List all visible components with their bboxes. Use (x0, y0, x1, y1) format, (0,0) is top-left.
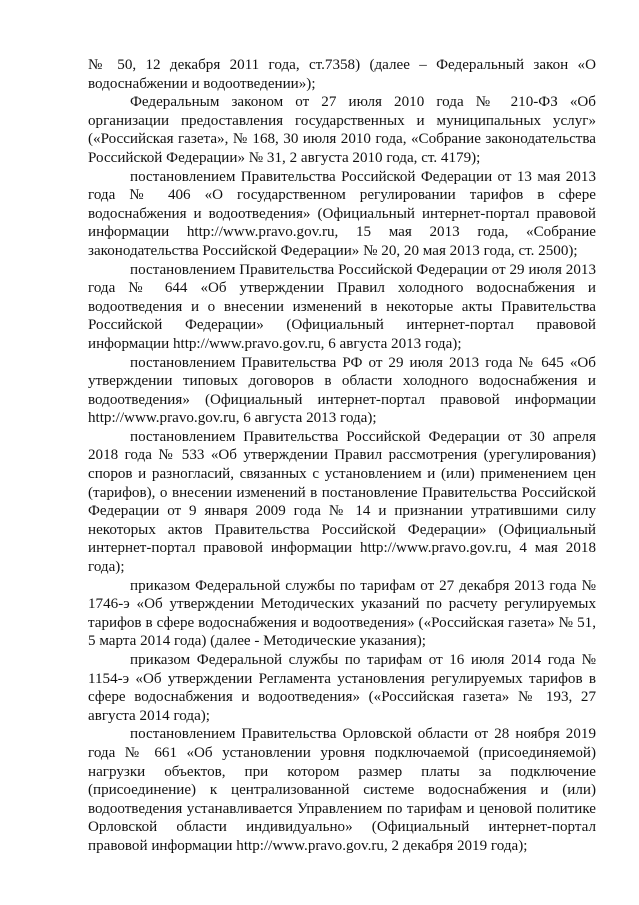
paragraph-resolution-644: постановлением Правительства Российской Федерации от 29 июля 2013 года № 644 «Об утверждении Правил холодного водоснабжения и водоотведения и о внесении изменений в некоторые акты Правительства Российской Федерации» (Официальный интернет-портал правовой информации http://www.pravo.gov.ru, 6 августа 2013 года); (88, 261, 596, 352)
paragraph-resolution-645: постановлением Правительства РФ от 29 июля 2013 года № 645 «Об утверждении типовых договоров в области холодного водоснабжения и водоотведения» (Официальный интернет-портал правовой информации http://www.pravo.gov.ru, 6 августа 2013 года); (88, 354, 596, 427)
paragraph-law-water-supply-ref: № 50, 12 декабря 2011 года, ст.7358) (далее – Федеральный закон «О водоснабжении и водоотведении»); (88, 57, 596, 92)
paragraph-order-1154: приказом Федеральной службы по тарифам от 16 июля 2014 года № 1154-э «Об утверждении Регламента установления регулируемых тарифов в сфере водоснабжения и водоотведения» («Российская газета» № 193, 27 августа 2014 года); (88, 652, 596, 724)
paragraph-resolution-533: постановлением Правительства Российской Федерации от 30 апреля 2018 года № 533 «Об утверждении Правил рассмотрения (урегулирования) споров и разногласий, связанных с установлением и (или) применением цен (тарифов), о внесении изменений в постановление Правительства Российской Федерации от 9 января 2009 года № 14 и признании утратившими силу некоторых актов Правительства Российской Федерации» (Официальный интернет-портал правовой информации http://www.pravo.gov.ru, 4 мая 2018 года); (88, 428, 596, 576)
paragraph-order-1746: приказом Федеральной службы по тарифам от 27 декабря 2013 года № 1746-э «Об утверждении Методических указаний по расчету регулируемых тарифов в сфере водоснабжения и водоотведения» («Российская газета» № 51, 5 марта 2014 года) (далее - Методические указания); (88, 577, 596, 650)
document-page (88, 56, 596, 856)
paragraph-federal-law-210: Федеральным законом от 27 июля 2010 года № 210-ФЗ «Об организации предоставления государственных и муниципальных услуг» («Российская газета», № 168, 30 июля 2010 года, «Собрание законодательства Российской Федерации» № 31, 2 августа 2010 года, ст. 4179); (88, 94, 596, 166)
paragraph-resolution-406: постановлением Правительства Российской Федерации от 13 мая 2013 года № 406 «О государственном регулировании тарифов в сфере водоснабжения и водоотведения» (Официальный интернет-портал правовой информации http://www.pravo.gov.ru, 15 мая 2013 года, «Собрание законодательства Российской Федерации» № 20, 20 мая 2013 года, ст. 2500); (88, 168, 596, 259)
paragraph-resolution-661-orel: постановлением Правительства Орловской области от 28 ноября 2019 года № 661 «Об установлении уровня подключаемой (присоединяемой) нагрузки объектов, при котором размер платы за подключение (присоединение) к централизованной системе водоснабжения и (или) водоотведения устанавливается Управлением по тарифам и ценовой политике Орловской области индивидуально» (Официальный интернет-портал правовой информации http://www.pravo.gov.ru, 2 декабря 2019 года); (88, 726, 596, 854)
